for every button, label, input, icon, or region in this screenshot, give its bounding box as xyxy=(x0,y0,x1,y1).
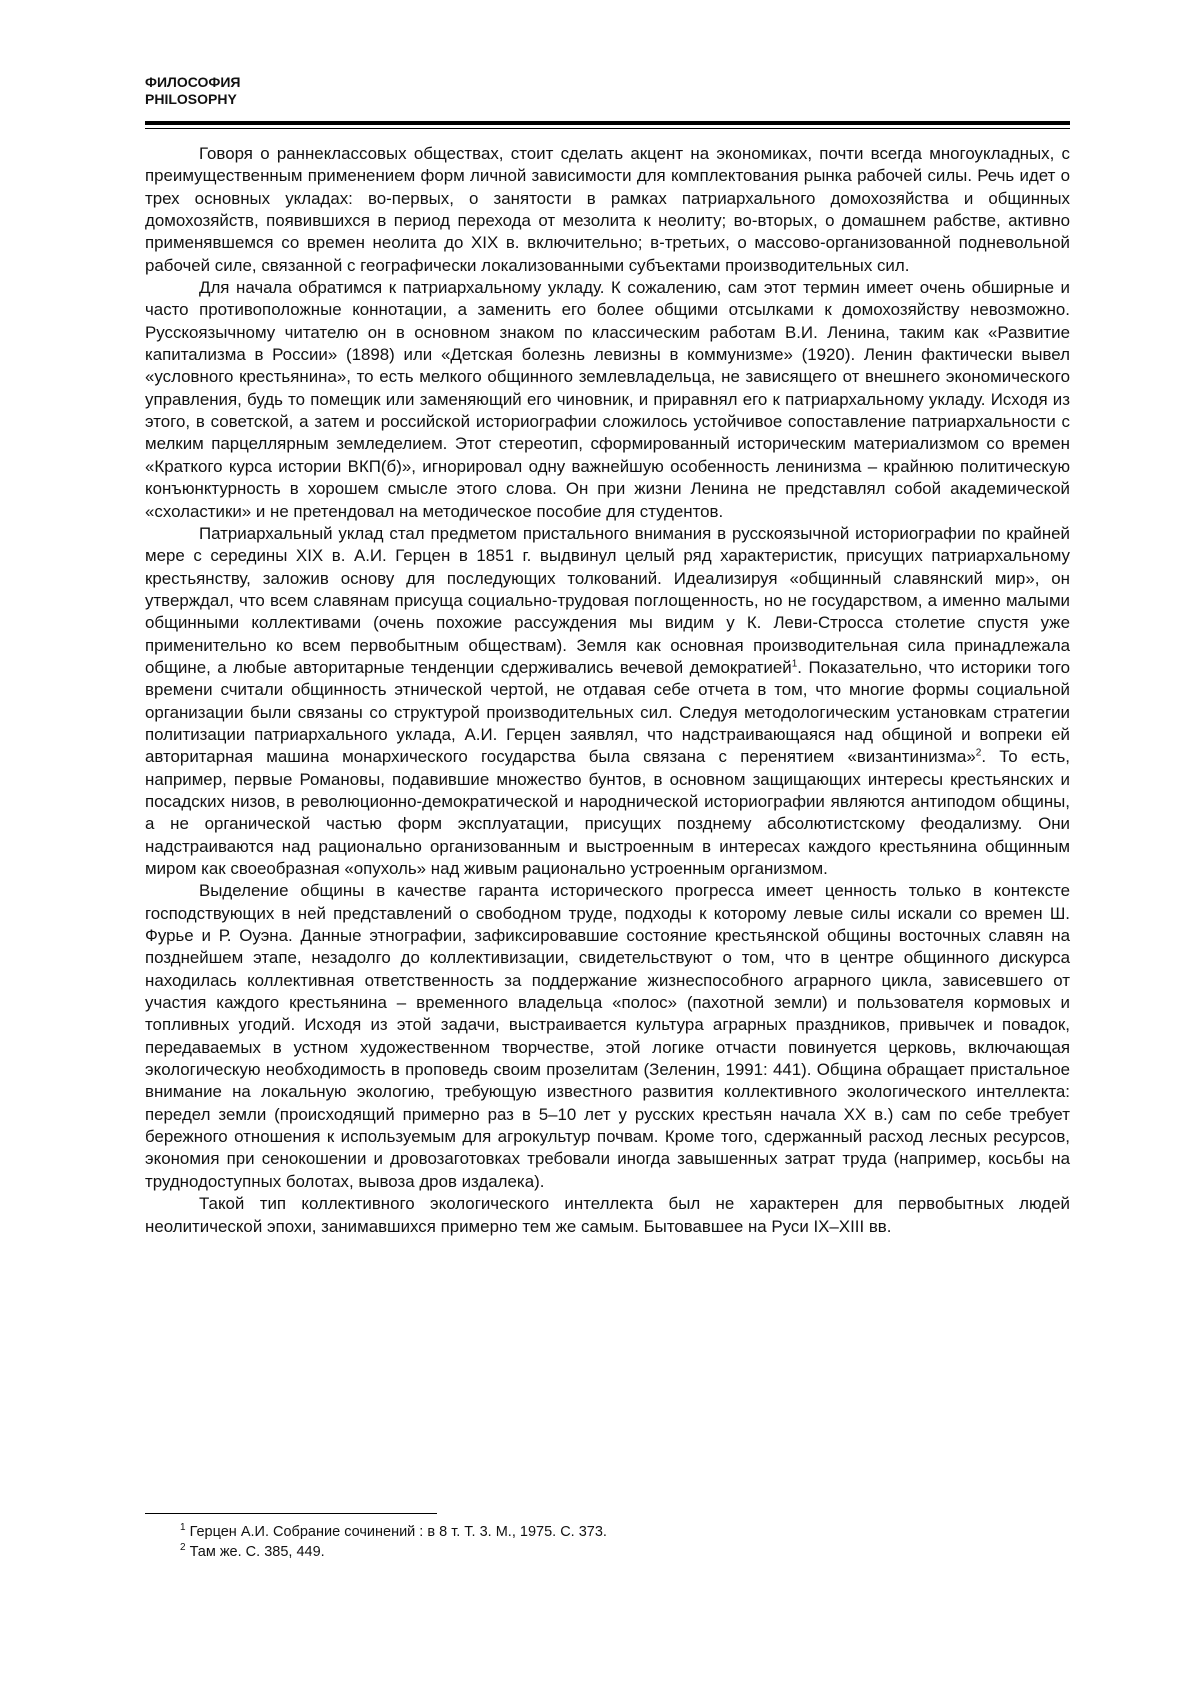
paragraph-text: . То есть, например, первые Романовы, подавившие множество бунтов, в основном защищающих интересы крестьянских и посадских низов, в революционно-демократической и народнической историографии являются антиподом общины, а не органической частью форм эксплуатации, присущих позднему абсолютистскому феодализму. Они надстраиваются над рационально организованным и выстроенным в интересах каждого крестьянина общинным миром как своеобразная «опухоль» над живым рационально устроенным организмом. xyxy=(145,747,1070,878)
journal-section-ru: ФИЛОСОФИЯ xyxy=(145,74,241,90)
footnote-text: Там же. С. 385, 449. xyxy=(185,1544,325,1560)
footnote xyxy=(180,1542,607,1562)
paragraph-text: Патриархальный уклад стал предметом пристального внимания в русскоязычной историографии по крайней мере с середины XIX в. А.И. Герцен в 1851 г. выдвинул целый ряд характеристик, присущих патриархальному крестьянству, заложив основу для последующих толкований. Идеализируя «общинный славянский мир», он утверждал, что всем славянам присуща социально-трудовая поглощенность, но не государством, а именно малыми общинными коллективами (очень похожие рассуждения мы видим у К. Леви-Стросса столетие спустя уже применительно ко всем первобытным обществам). Земля как основная производительная сила принадлежала общине, а любые авторитарные тенденции сдерживались вечевой демократией xyxy=(145,523,1070,677)
footnote-text: Герцен А.И. Собрание сочинений : в 8 т. Т. 3. М., 1975. С. 373. xyxy=(185,1524,607,1540)
footnote-number: 1 xyxy=(180,1522,186,1534)
footnote-number: 2 xyxy=(180,1542,186,1554)
footnote xyxy=(180,1522,607,1542)
footnotes xyxy=(180,1522,607,1562)
header-rule-thick xyxy=(145,121,1070,125)
footnote-ref[interactable]: 1 xyxy=(791,658,798,670)
article-body xyxy=(145,143,1070,1238)
paragraph-text: . Показательно, что историки того времени считали общинность этнической чертой, не отдавая себе отчета в том, что многие формы социальной организации были связаны со структурой производительных сил. Следуя методологическим установкам стратегии политизации патриархального уклада, А.И. Герцен заявлял, что надстраивающаяся над общиной и вопреки ей авторитарная машина монархического государства была связана с перенятием «византинизма» xyxy=(145,657,1070,767)
paragraph: Такой тип коллективного экологического интеллекта был не характерен для первобытных людей неолитической эпохи, занимавшихся примерно тем же самым. Бытовавшее на Руси IX–XIII вв. xyxy=(145,1194,1070,1236)
paragraph xyxy=(145,523,1070,881)
footnote-ref[interactable]: 2 xyxy=(975,747,982,759)
paragraph: Для начала обратимся к патриархальному укладу. К сожалению, сам этот термин имеет очень обширные и часто противоположные коннотации, а заменить его более общими отсылками к домохозяйству невозможно. Русскоязычному читателю он в основном знаком по классическим работам В.И. Ленина, таким как «Развитие капитализма в России» (1898) или «Детская болезнь левизны в коммунизме» (1920). Ленин фактически вывел «условного крестьянина», то есть мелкого общинного землевладельца, не зависящего от внешнего экономического управления, будь то помещик или заменяющий его чиновник, и приравнял его к патриархальному укладу. Исходя из этого, в советской, а затем и российской историографии сложилось устойчивое сопоставление патриархальности с мелким парцеллярным земледелием. Этот стереотип, сформированный историческим материализмом со времен «Краткого курса истории ВКП(б)», игнорировал одну важнейшую особенность ленинизма – крайнюю политическую конъюнктурность в хорошем смысле этого слова. Он при жизни Ленина не представлял собой академической «схоластики» и не претендовал на методическое пособие для студентов. xyxy=(145,278,1070,521)
footnote-separator xyxy=(145,1513,437,1514)
paragraph: Говоря о раннеклассовых обществах, стоит сделать акцент на экономиках, почти всегда многоукладных, с преимущественным применением форм личной зависимости для комплектования рынка рабочей силы. Речь идет о трех основных укладах: во-первых, о занятости в рамках патриархального домохозяйства и общинных домохозяйств, появившихся в период перехода от мезолита к неолиту; во-вторых, о домашнем рабстве, активно применявшемся со времен неолита до XIX в. включительно; в-третьих, о массово-организованной подневольной рабочей силе, связанной с географически локализованными субъектами производительных сил. xyxy=(145,144,1070,275)
journal-header xyxy=(145,74,240,108)
journal-section-en: PHILOSOPHY xyxy=(145,91,237,107)
header-rule-thin xyxy=(145,128,1070,129)
paragraph: Выделение общины в качестве гаранта исторического прогресса имеет ценность только в контексте господствующих в ней представлений о свободном труде, подходы к которому левые силы искали со времен Ш. Фурье и Р. Оуэна. Данные этнографии, зафиксировавшие состояние крестьянской общины восточных славян на позднейшем этапе, незадолго до коллективизации, свидетельствуют о том, что в центре общинного дискурса находилась коллективная ответственность за поддержание жизнеспособного аграрного цикла, зависевшего от участия каждого крестьянина – временного владельца «полос» (пахотной земли) и пользователя кормовых и топливных угодий. Исходя из этой задачи, выстраивается культура аграрных праздников, привычек и повадок, передаваемых в устном художественном творчестве, этой логике отчасти повинуется церковь, включающая экологическую необходимость в проповедь своим прозелитам (Зеленин, 1991: 441). Община обращает пристальное внимание на локальную экологию, требующую известного развития коллективного экологического интеллекта: передел земли (происходящий примерно раз в 5–10 лет у русских крестьян начала XX в.) сам по себе требует бережного отношения к используемым для агрокультур почвам. Кроме того, сдержанный расход лесных ресурсов, экономия при сенокошении и дровозаготовках требовали иногда завышенных затрат труда (например, косьбы на труднодоступных болотах, вывоза дров издалека). xyxy=(145,881,1070,1191)
